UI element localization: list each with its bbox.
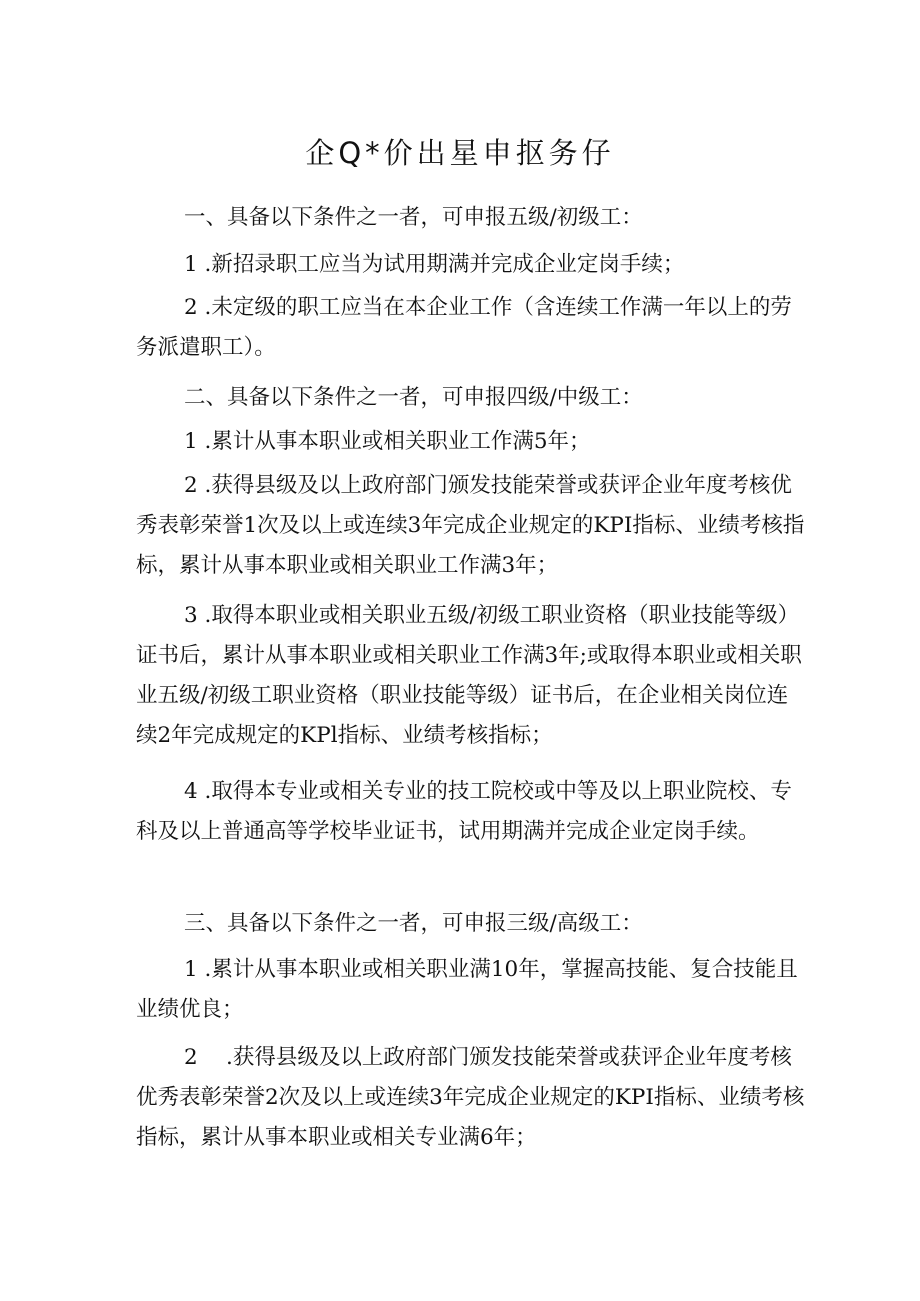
section-item: 2 .获得县级及以上政府部门颁发技能荣誉或获评企业年度考核优秀表彰荣誉2次及以上或连续3年完成企业规定的KPI指标、业绩考核指标，累计从事本职业或相关专业满6年； (136, 1045, 805, 1150)
section-item: 1 .累计从事本职业或相关职业满10年，掌握高技能、复合技能且业绩优良； (136, 957, 798, 1022)
section-item: 2 .获得县级及以上政府部门颁发技能荣誉或获评企业年度考核优秀表彰荣誉1次及以上或连续3年完成企业规定的KPI指标、业绩考核指标，累计从事本职业或相关职业工作满3年； (136, 473, 805, 578)
section-heading: 二、具备以下条件之一者，可申报四级/中级工： (184, 385, 643, 410)
document-title: 企Q*价出星申抠务仔 (305, 136, 615, 171)
section-item: 3 .取得本职业或相关职业五级/初级工职业资格（职业技能等级）证书后，累计从事本职业或相关职业工作满3年;或取得本职业或相关职业五级/初级工职业资格（职业技能等级）证书后，在企业相关岗位连续2年完成规定的KPl指标、业绩考核指标； (136, 603, 802, 748)
section-item: 2 .未定级的职工应当在本企业工作（含连续工作满一年以上的劳务派遣职工）。 (136, 295, 792, 360)
section-item: 4 .取得本专业或相关专业的技工院校或中等及以上职业院校、专科及以上普通高等学校毕业证书，试用期满并完成企业定岗手续。 (136, 779, 792, 844)
section-item: 1 .累计从事本职业或相关职业工作满5年； (184, 429, 591, 454)
section-item: 1 .新招录职工应当为试用期满并完成企业定岗手续； (184, 252, 685, 277)
section-heading: 三、具备以下条件之一者，可申报三级/高级工： (184, 911, 643, 936)
section-heading: 一、具备以下条件之一者，可申报五级/初级工： (184, 205, 643, 230)
